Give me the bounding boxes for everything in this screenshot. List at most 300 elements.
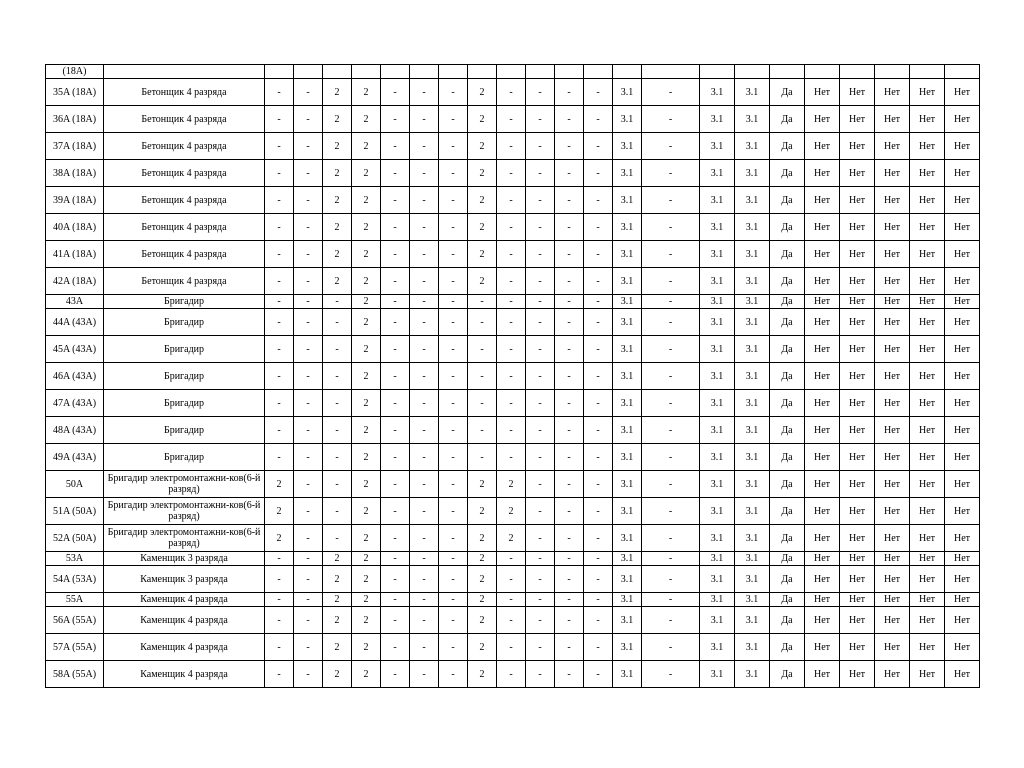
value-cell: 3.1: [700, 566, 735, 593]
value-cell: Нет: [840, 309, 875, 336]
value-cell: 2: [468, 661, 497, 688]
value-cell: [735, 65, 770, 79]
value-cell: Да: [770, 187, 805, 214]
value-cell: -: [497, 390, 526, 417]
position-name: Каменщик 4 разряда: [104, 661, 265, 688]
value-cell: -: [555, 268, 584, 295]
value-cell: 2: [352, 241, 381, 268]
value-cell: -: [584, 607, 613, 634]
value-cell: -: [555, 417, 584, 444]
value-cell: -: [294, 79, 323, 106]
value-cell: -: [584, 336, 613, 363]
position-name: Бригадир электромонтажни-ков(6-й разряд): [104, 498, 265, 525]
table-row: [46, 214, 980, 241]
value-cell: Нет: [910, 593, 945, 607]
value-cell: -: [381, 498, 410, 525]
value-cell: -: [323, 336, 352, 363]
value-cell: 3.1: [613, 106, 642, 133]
value-cell: -: [323, 295, 352, 309]
value-cell: -: [526, 309, 555, 336]
value-cell: -: [584, 309, 613, 336]
value-cell: 2: [323, 160, 352, 187]
value-cell: Нет: [910, 160, 945, 187]
value-cell: Нет: [875, 309, 910, 336]
value-cell: Да: [770, 417, 805, 444]
value-cell: 3.1: [700, 471, 735, 498]
assessment-table: [45, 64, 980, 688]
value-cell: 3.1: [613, 214, 642, 241]
value-cell: Нет: [805, 268, 840, 295]
value-cell: -: [410, 607, 439, 634]
value-cell: Нет: [805, 160, 840, 187]
value-cell: -: [265, 566, 294, 593]
value-cell: 3.1: [735, 661, 770, 688]
value-cell: 2: [323, 268, 352, 295]
value-cell: -: [584, 106, 613, 133]
value-cell: -: [294, 309, 323, 336]
value-cell: [410, 65, 439, 79]
value-cell: 2: [352, 552, 381, 566]
value-cell: 2: [323, 214, 352, 241]
value-cell: Нет: [840, 160, 875, 187]
value-cell: Нет: [910, 363, 945, 390]
value-cell: -: [410, 634, 439, 661]
value-cell: Нет: [805, 552, 840, 566]
value-cell: Нет: [805, 661, 840, 688]
value-cell: -: [265, 363, 294, 390]
value-cell: 3.1: [613, 187, 642, 214]
value-cell: -: [555, 106, 584, 133]
value-cell: -: [555, 295, 584, 309]
value-cell: [945, 65, 980, 79]
value-cell: -: [497, 336, 526, 363]
row-id: 47A (43A): [46, 390, 104, 417]
row-id: 38A (18A): [46, 160, 104, 187]
value-cell: -: [439, 593, 468, 607]
value-cell: 2: [323, 607, 352, 634]
value-cell: -: [265, 106, 294, 133]
value-cell: -: [410, 390, 439, 417]
value-cell: -: [410, 593, 439, 607]
value-cell: -: [584, 214, 613, 241]
value-cell: Нет: [840, 593, 875, 607]
value-cell: 2: [352, 498, 381, 525]
value-cell: -: [555, 471, 584, 498]
value-cell: -: [642, 498, 700, 525]
table-row: [46, 295, 980, 309]
value-cell: -: [555, 133, 584, 160]
value-cell: 3.1: [700, 552, 735, 566]
value-cell: 2: [497, 498, 526, 525]
value-cell: 3.1: [735, 336, 770, 363]
value-cell: Нет: [840, 336, 875, 363]
value-cell: 3.1: [735, 268, 770, 295]
value-cell: -: [584, 634, 613, 661]
value-cell: -: [497, 363, 526, 390]
value-cell: -: [381, 241, 410, 268]
value-cell: Нет: [840, 187, 875, 214]
value-cell: Нет: [910, 525, 945, 552]
position-name: Бетонщик 4 разряда: [104, 133, 265, 160]
value-cell: 2: [352, 607, 381, 634]
value-cell: -: [526, 187, 555, 214]
value-cell: -: [468, 295, 497, 309]
value-cell: -: [410, 566, 439, 593]
value-cell: Нет: [875, 106, 910, 133]
value-cell: Нет: [875, 79, 910, 106]
value-cell: Нет: [805, 241, 840, 268]
value-cell: Нет: [840, 417, 875, 444]
value-cell: 3.1: [735, 187, 770, 214]
value-cell: Нет: [840, 552, 875, 566]
value-cell: 3.1: [735, 241, 770, 268]
table-row: [46, 607, 980, 634]
value-cell: -: [265, 214, 294, 241]
value-cell: 2: [468, 593, 497, 607]
value-cell: Нет: [945, 187, 980, 214]
value-cell: 2: [468, 79, 497, 106]
value-cell: -: [555, 160, 584, 187]
value-cell: 3.1: [700, 295, 735, 309]
value-cell: 2: [265, 525, 294, 552]
value-cell: -: [468, 417, 497, 444]
value-cell: 2: [265, 471, 294, 498]
value-cell: Нет: [875, 336, 910, 363]
value-cell: 3.1: [613, 363, 642, 390]
value-cell: 3.1: [700, 160, 735, 187]
value-cell: Нет: [805, 336, 840, 363]
value-cell: Нет: [910, 309, 945, 336]
value-cell: Нет: [805, 607, 840, 634]
value-cell: Нет: [945, 607, 980, 634]
value-cell: [584, 65, 613, 79]
value-cell: 3.1: [735, 363, 770, 390]
value-cell: -: [526, 471, 555, 498]
value-cell: Нет: [805, 444, 840, 471]
value-cell: Нет: [875, 295, 910, 309]
value-cell: -: [323, 498, 352, 525]
value-cell: 2: [323, 79, 352, 106]
value-cell: -: [265, 133, 294, 160]
value-cell: Нет: [805, 214, 840, 241]
value-cell: -: [642, 634, 700, 661]
value-cell: 2: [352, 309, 381, 336]
value-cell: -: [381, 444, 410, 471]
value-cell: -: [439, 79, 468, 106]
table-row: [46, 390, 980, 417]
value-cell: 3.1: [700, 634, 735, 661]
value-cell: 3.1: [613, 634, 642, 661]
value-cell: 3.1: [735, 106, 770, 133]
value-cell: -: [294, 133, 323, 160]
value-cell: -: [381, 417, 410, 444]
value-cell: -: [497, 106, 526, 133]
value-cell: -: [526, 79, 555, 106]
value-cell: Нет: [875, 390, 910, 417]
value-cell: Нет: [840, 525, 875, 552]
row-id: 53A: [46, 552, 104, 566]
value-cell: Нет: [805, 295, 840, 309]
value-cell: -: [497, 133, 526, 160]
value-cell: -: [642, 471, 700, 498]
row-id: 54A (53A): [46, 566, 104, 593]
value-cell: 3.1: [700, 444, 735, 471]
value-cell: Нет: [945, 106, 980, 133]
value-cell: -: [497, 417, 526, 444]
row-id: 57A (55A): [46, 634, 104, 661]
value-cell: Нет: [840, 214, 875, 241]
value-cell: 3.1: [613, 607, 642, 634]
value-cell: -: [439, 336, 468, 363]
value-cell: -: [381, 214, 410, 241]
value-cell: -: [294, 498, 323, 525]
value-cell: -: [294, 661, 323, 688]
value-cell: -: [439, 390, 468, 417]
value-cell: 3.1: [613, 336, 642, 363]
value-cell: 2: [352, 417, 381, 444]
value-cell: Нет: [875, 471, 910, 498]
value-cell: 3.1: [613, 525, 642, 552]
value-cell: [352, 65, 381, 79]
value-cell: Нет: [945, 552, 980, 566]
value-cell: -: [439, 661, 468, 688]
value-cell: 2: [468, 566, 497, 593]
row-id: 49A (43A): [46, 444, 104, 471]
value-cell: Нет: [805, 634, 840, 661]
position-name: Бетонщик 4 разряда: [104, 268, 265, 295]
value-cell: 3.1: [613, 133, 642, 160]
value-cell: Нет: [910, 390, 945, 417]
value-cell: 2: [468, 187, 497, 214]
value-cell: Нет: [840, 363, 875, 390]
value-cell: [381, 65, 410, 79]
value-cell: -: [555, 566, 584, 593]
value-cell: 3.1: [700, 214, 735, 241]
value-cell: -: [439, 106, 468, 133]
value-cell: -: [584, 79, 613, 106]
value-cell: -: [439, 525, 468, 552]
value-cell: -: [410, 160, 439, 187]
value-cell: Нет: [805, 106, 840, 133]
value-cell: -: [381, 525, 410, 552]
value-cell: Да: [770, 661, 805, 688]
value-cell: -: [497, 607, 526, 634]
value-cell: Нет: [875, 498, 910, 525]
value-cell: -: [555, 498, 584, 525]
value-cell: 3.1: [700, 661, 735, 688]
value-cell: [642, 65, 700, 79]
value-cell: -: [642, 417, 700, 444]
value-cell: -: [526, 390, 555, 417]
value-cell: 3.1: [735, 593, 770, 607]
value-cell: 2: [468, 214, 497, 241]
value-cell: Да: [770, 241, 805, 268]
value-cell: [294, 65, 323, 79]
value-cell: 3.1: [700, 241, 735, 268]
value-cell: 3.1: [735, 309, 770, 336]
value-cell: Нет: [805, 309, 840, 336]
value-cell: Нет: [945, 241, 980, 268]
row-id: 44A (43A): [46, 309, 104, 336]
value-cell: 2: [352, 444, 381, 471]
row-id: 52A (50A): [46, 525, 104, 552]
value-cell: -: [265, 336, 294, 363]
value-cell: 2: [468, 106, 497, 133]
value-cell: Нет: [840, 295, 875, 309]
value-cell: 2: [352, 133, 381, 160]
value-cell: -: [294, 607, 323, 634]
value-cell: Нет: [805, 471, 840, 498]
value-cell: -: [584, 417, 613, 444]
value-cell: -: [642, 566, 700, 593]
value-cell: -: [381, 336, 410, 363]
value-cell: Нет: [945, 309, 980, 336]
value-cell: Нет: [910, 241, 945, 268]
value-cell: -: [265, 607, 294, 634]
value-cell: 2: [352, 390, 381, 417]
value-cell: -: [410, 106, 439, 133]
value-cell: Нет: [805, 187, 840, 214]
value-cell: -: [642, 295, 700, 309]
value-cell: 2: [323, 566, 352, 593]
value-cell: 2: [323, 241, 352, 268]
value-cell: 3.1: [613, 417, 642, 444]
value-cell: -: [526, 363, 555, 390]
value-cell: -: [526, 552, 555, 566]
value-cell: -: [439, 417, 468, 444]
value-cell: -: [526, 417, 555, 444]
table-row: [46, 661, 980, 688]
value-cell: -: [323, 444, 352, 471]
value-cell: Нет: [910, 268, 945, 295]
value-cell: -: [642, 390, 700, 417]
table-row: [46, 133, 980, 160]
value-cell: Нет: [840, 471, 875, 498]
value-cell: -: [584, 661, 613, 688]
value-cell: -: [526, 241, 555, 268]
value-cell: Нет: [840, 133, 875, 160]
table-row: [46, 593, 980, 607]
row-id: 55A: [46, 593, 104, 607]
row-id: 42A (18A): [46, 268, 104, 295]
row-id: 41A (18A): [46, 241, 104, 268]
value-cell: -: [410, 79, 439, 106]
value-cell: -: [584, 160, 613, 187]
value-cell: 3.1: [735, 471, 770, 498]
value-cell: -: [381, 363, 410, 390]
value-cell: -: [555, 363, 584, 390]
value-cell: 2: [323, 661, 352, 688]
value-cell: -: [265, 309, 294, 336]
value-cell: Да: [770, 593, 805, 607]
value-cell: Нет: [945, 593, 980, 607]
value-cell: 3.1: [613, 79, 642, 106]
value-cell: -: [555, 607, 584, 634]
value-cell: 2: [352, 363, 381, 390]
value-cell: Нет: [805, 593, 840, 607]
value-cell: -: [526, 498, 555, 525]
value-cell: 3.1: [700, 106, 735, 133]
value-cell: -: [410, 336, 439, 363]
position-name: Бригадир: [104, 417, 265, 444]
value-cell: -: [410, 241, 439, 268]
value-cell: 2: [352, 79, 381, 106]
value-cell: -: [265, 634, 294, 661]
value-cell: 3.1: [700, 79, 735, 106]
value-cell: [910, 65, 945, 79]
value-cell: -: [381, 390, 410, 417]
value-cell: Нет: [805, 566, 840, 593]
value-cell: 2: [352, 525, 381, 552]
value-cell: Да: [770, 79, 805, 106]
value-cell: -: [555, 79, 584, 106]
value-cell: -: [526, 661, 555, 688]
value-cell: 3.1: [735, 133, 770, 160]
value-cell: -: [294, 336, 323, 363]
value-cell: -: [526, 214, 555, 241]
value-cell: Нет: [875, 363, 910, 390]
value-cell: -: [381, 133, 410, 160]
value-cell: Да: [770, 607, 805, 634]
value-cell: -: [381, 79, 410, 106]
value-cell: 2: [352, 214, 381, 241]
value-cell: -: [323, 309, 352, 336]
value-cell: -: [294, 417, 323, 444]
value-cell: -: [294, 634, 323, 661]
value-cell: 3.1: [700, 593, 735, 607]
value-cell: -: [381, 309, 410, 336]
value-cell: Нет: [910, 295, 945, 309]
value-cell: Да: [770, 552, 805, 566]
value-cell: -: [381, 661, 410, 688]
table-row: [46, 363, 980, 390]
value-cell: -: [526, 106, 555, 133]
value-cell: 3.1: [735, 295, 770, 309]
value-cell: -: [294, 593, 323, 607]
row-id: (18A): [46, 65, 104, 79]
value-cell: -: [497, 187, 526, 214]
value-cell: -: [381, 593, 410, 607]
value-cell: -: [468, 309, 497, 336]
value-cell: -: [410, 187, 439, 214]
value-cell: Нет: [805, 417, 840, 444]
value-cell: 2: [497, 471, 526, 498]
value-cell: 3.1: [700, 607, 735, 634]
value-cell: -: [555, 214, 584, 241]
value-cell: -: [439, 471, 468, 498]
value-cell: Нет: [945, 336, 980, 363]
value-cell: -: [642, 336, 700, 363]
value-cell: 3.1: [700, 417, 735, 444]
value-cell: Нет: [875, 593, 910, 607]
value-cell: -: [468, 363, 497, 390]
value-cell: -: [410, 471, 439, 498]
value-cell: 3.1: [613, 498, 642, 525]
value-cell: 3.1: [613, 552, 642, 566]
position-name: Бетонщик 4 разряда: [104, 214, 265, 241]
value-cell: -: [526, 444, 555, 471]
value-cell: 3.1: [700, 336, 735, 363]
value-cell: Нет: [840, 566, 875, 593]
value-cell: Нет: [910, 471, 945, 498]
value-cell: -: [265, 79, 294, 106]
table-row: [46, 552, 980, 566]
value-cell: -: [381, 187, 410, 214]
value-cell: -: [526, 634, 555, 661]
value-cell: -: [265, 160, 294, 187]
value-cell: Нет: [875, 133, 910, 160]
value-cell: 3.1: [700, 133, 735, 160]
